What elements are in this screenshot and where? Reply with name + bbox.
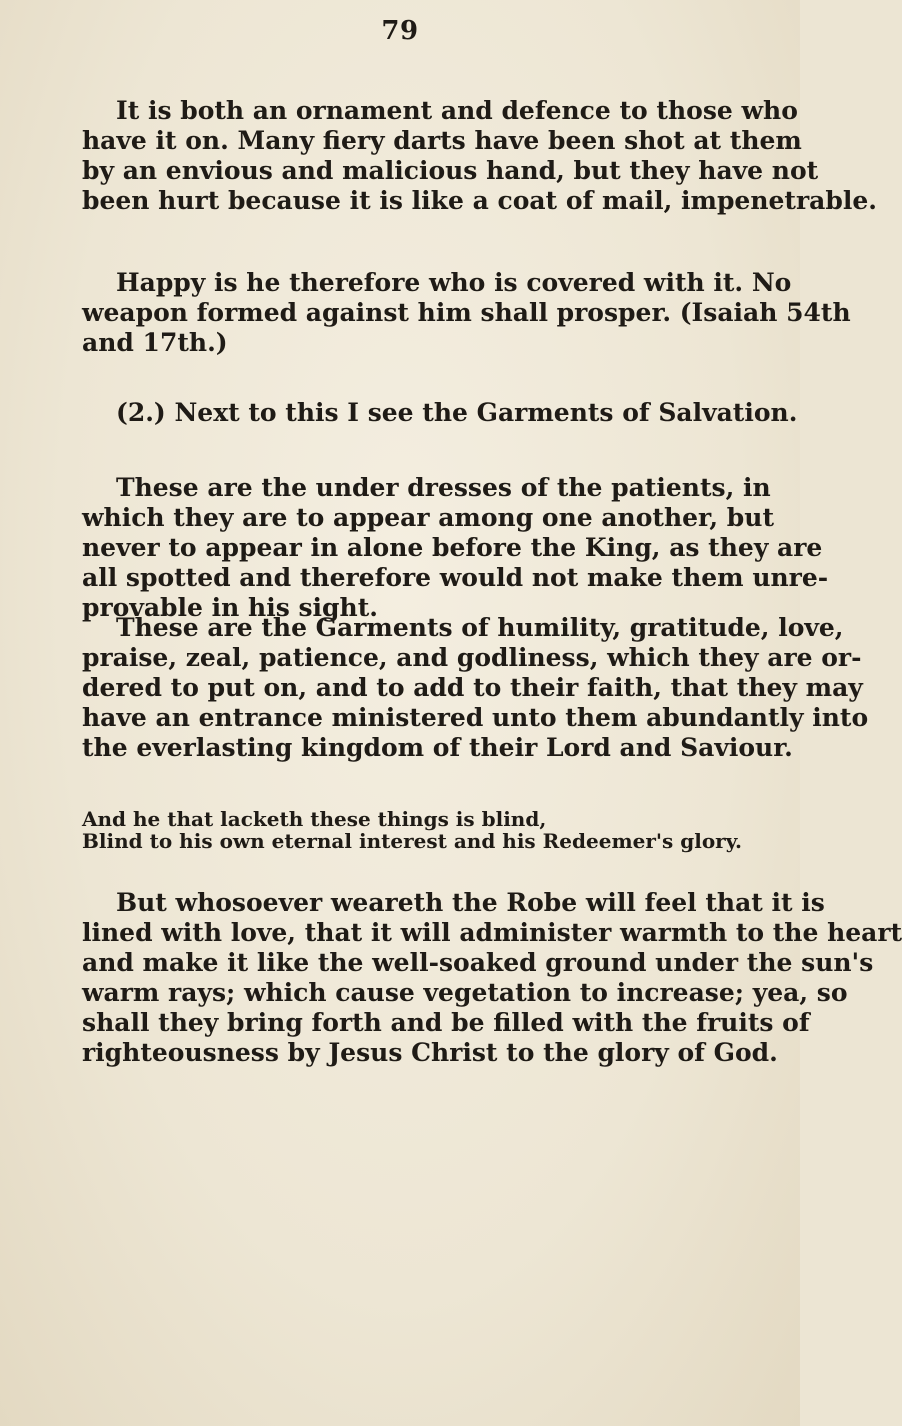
text-line: dered to put on, and to add to their faith, that they may bbox=[82, 673, 863, 702]
text-line: Happy is he therefore who is covered with it. No bbox=[116, 268, 792, 297]
text-line: shall they bring forth and be filled with the fruits of bbox=[82, 1008, 810, 1037]
page-number: 79 bbox=[381, 16, 419, 46]
text-line: never to appear in alone before the King, as they are bbox=[82, 533, 823, 562]
text-line: These are the under dresses of the patients, in bbox=[116, 473, 771, 502]
paragraph-garments-of-humility bbox=[82, 613, 869, 763]
text-line: by an envious and malicious hand, but they have not bbox=[82, 156, 819, 185]
text-line: It is both an ornament and defence to those who bbox=[116, 96, 798, 125]
text-line: and make it like the well-soaked ground under the sun's bbox=[82, 948, 874, 977]
text-line: have an entrance ministered unto them abundantly into bbox=[82, 703, 869, 732]
paragraph-under-dresses bbox=[82, 473, 829, 623]
text-line: been hurt because it is like a coat of mail, impenetrable. bbox=[82, 186, 877, 215]
paragraph-happy-is-he bbox=[82, 268, 851, 358]
text-line: which they are to appear among one another, but bbox=[82, 503, 774, 532]
text-line: (2.) Next to this I see the Garments of Salvation. bbox=[116, 398, 798, 427]
text-line: all spotted and therefore would not make them unre- bbox=[82, 563, 829, 592]
text-line: and 17th.) bbox=[82, 328, 228, 357]
text-line: the everlasting kingdom of their Lord and Saviour. bbox=[82, 733, 793, 762]
text-line: And he that lacketh these things is blind, bbox=[82, 807, 547, 831]
text-line: have it on. Many fiery darts have been shot at them bbox=[82, 126, 802, 155]
paragraph-garments-of-salvation-heading bbox=[82, 398, 798, 428]
text-line: warm rays; which cause vegetation to increase; yea, so bbox=[82, 978, 848, 1007]
text-line: But whosoever weareth the Robe will feel that it is bbox=[116, 888, 825, 917]
text-line: provable in his sight. bbox=[82, 593, 378, 622]
paragraph-ornament-defence bbox=[82, 96, 877, 216]
text-line: righteousness by Jesus Christ to the glory of God. bbox=[82, 1038, 778, 1067]
text-line: lined with love, that it will administer warmth to the heart bbox=[82, 918, 902, 947]
text-line: praise, zeal, patience, and godliness, which they are or- bbox=[82, 643, 862, 672]
text-line: These are the Garments of humility, gratitude, love, bbox=[116, 613, 844, 642]
paragraph-robe-lined-with-love bbox=[82, 888, 902, 1068]
text-line: Blind to his own eternal interest and his Redeemer's glory. bbox=[82, 829, 742, 853]
text-line: weapon formed against him shall prosper. (Isaiah 54th bbox=[82, 298, 851, 327]
paragraph-blind-quote bbox=[82, 808, 742, 852]
